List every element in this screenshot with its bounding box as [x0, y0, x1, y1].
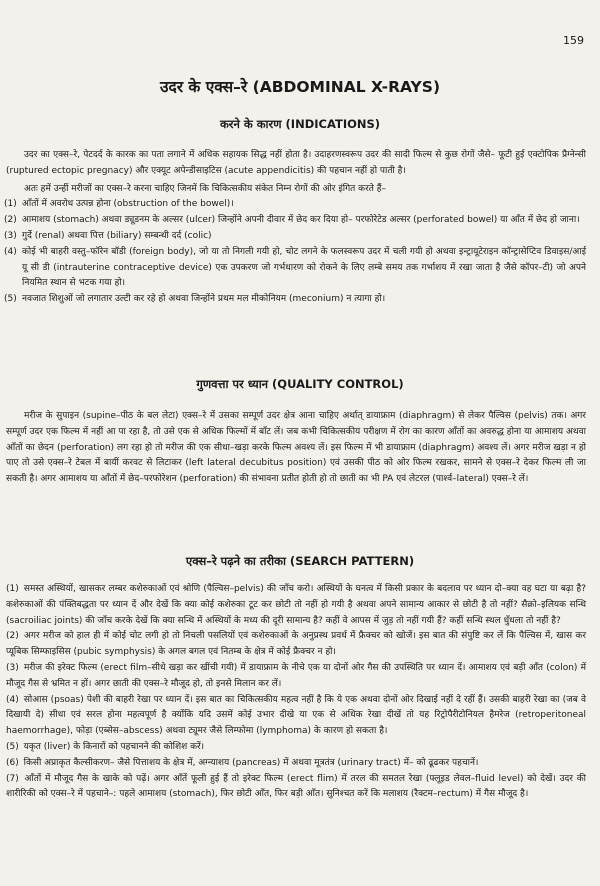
list-item	[0, 661, 600, 693]
list-item-text: किसी अप्राकृत कैल्सीकरण– जैसे पित्ताशय के क्षेत्र में, अग्न्याशय (pancreas) में अथवा मूत्रतंत्र (urinary tract) में– को ढूढकर पहचानें।	[23, 757, 479, 768]
list-item-text: समस्त अस्थियों, खासकर लम्बर कशेरुकाओं एवं श्रोणि (पैल्विस–pelvis) की जाँच करो। अस्थियों के घनत्व में किसी प्रकार के बदलाव पर ध्यान दो–क्या वह घटा या बढ़ा है? कशेरुकाओं की पंक्तिबद्धता पर ध्यान दें और देखें कि क्या कोई कशेरुका टूट कर छोटी तो नहीं हो गयी है अथवा अपने सामान्य आकार से छोटी है तो नहीं? सैक्रो–इलियक सन्धि (sacroiliac joints) की जाँच करके देखें कि क्या सन्धि में अस्थियों के मध्य की दूरी सामान्य है? कहीं वे आपस में जुड़ तो नहीं गयी हैं? कहीं सन्धि स्थल धुँधला तो नहीं है?	[6, 584, 586, 626]
indications-heading: करने के कारण (INDICATIONS)	[219, 117, 381, 131]
list-item	[0, 693, 600, 740]
list-item-text: यकृत (liver) के किनारों को पहचानने की कोशिश करें।	[23, 741, 205, 752]
list-item-number: (5)	[4, 294, 17, 305]
list-item	[0, 213, 600, 229]
indications-list	[0, 197, 600, 308]
list-item	[0, 629, 600, 661]
list-item-text: नवजात शिशुओं जो लगातार उल्टी कर रहे हो अथवा जिन्होंने प्रथम मल मीकोनियम (meconium) न त्यागा हो।	[22, 294, 386, 305]
list-item-number: (4)	[4, 246, 17, 257]
indications-paragraph-1: उदर का एक्स–रे, पेटदर्द के कारक का पता लगाने में अधिक सहायक सिद्ध नहीं होता है। उदाहरणस्वरूप उदर की सादी फिल्म से कुछ रोगों जैसे– फूटी हुई एक्टोपिक प्रैग्नेन्सी (ruptured ectopic pregnacy) और एक्यूट अपेन्डीसाइटिस (acute appendicitis) की पहचान नहीं हो पाती है।	[6, 150, 586, 176]
list-item	[0, 772, 600, 804]
quality-section	[0, 409, 600, 488]
list-item-number: (2)	[4, 215, 17, 226]
list-item	[0, 582, 600, 629]
list-item	[0, 740, 600, 756]
search-section	[0, 582, 600, 803]
list-item	[0, 292, 600, 308]
indications-paragraph-2: अतः हमें उन्हीं मरीजों का एक्स–रे करना चाहिए जिनमें कि चिकित्सकीय संकेत निम्न रोगों की ओर इंगित करते हैं–	[24, 183, 387, 194]
list-item-number: (1)	[6, 584, 19, 594]
list-item-number: (6)	[6, 757, 19, 768]
list-item	[0, 229, 600, 245]
page-number: 159	[563, 34, 584, 47]
list-item-number: (7)	[6, 773, 19, 784]
search-heading: एक्स–रे पढ़ने का तरीका (SEARCH PATTERN)	[185, 554, 415, 568]
list-item	[0, 756, 600, 772]
quality-paragraph: मरीज के सुपाइन (supine–पीठ के बल लेटा) एक्स–रे में उसका सम्पूर्ण उदर क्षेत्र आना चाहिए अर्थात् डायाफ्राम (diaphragm) से लेकर पैल्विस (pelvis) तक। अगर सम्पूर्ण उदर एक फिल्म में नहीं आ पा रहा है, तो उसे एक से अधिक फिल्मों में बाँट लें। जब कभी चिकित्सकीय परीक्षण में रोग का कारण आँतों का अवरुद्ध होना या आमाशय अथवा आँतों का छेदन (perforation) लग रहा हो तो मरीज की एक सीधा–खड़ा करके फिल्म अवश्य लें। इस फिल्म में भी डायाफ्राम (diaphragm) अवश्य लें। अगर मरीज खड़ा न हो पाए तो उसे एक्स–रे टेबल में बायीं करवट से लिटाकर (left lateral decubitus position) एवं उसकी पीठ को ओर फिल्म रखकर, सामने से एक्स–रे देकर फिल्म ली जा सकती है। अगर आमाशय या आँतों में छेद–परफोरेशन (perforation) की संभावना प्रतीत होती हो तो छाती का भी PA एवं लेटरल (पार्श्व–lateral) एक्स–रे लें।	[6, 411, 586, 485]
list-item	[0, 197, 600, 213]
list-item-number: (3)	[6, 662, 19, 673]
search-list	[0, 582, 600, 803]
list-item-number: (5)	[6, 741, 19, 752]
list-item-text: आँतों में मौजूद गैस के खाके को पढ़ें। अगर आँतें फूली हुई हैं तो इरेक्ट फिल्म (erect flim) में तरल की समतल रेखा (फ्लूइड लेवल–fluid level) को देखें। उदर की शारीरिकी को एक्स–रे में पहचाने–: पहले आमाशय (stomach), फिर छोटी आँत, फिर बड़ी आँत। सुनिश्चत करें कि मलाशय (रैक्टम–rectum) में गैस मौजूद है।	[6, 773, 586, 800]
list-item	[0, 245, 600, 292]
list-item-number: (4)	[6, 694, 19, 705]
quality-heading: गुणवत्ता पर ध्यान (QUALITY CONTROL)	[196, 377, 404, 391]
list-item-text: सोआस (psoas) पेशी की बाहरी रेखा पर ध्यान दें। इस बात का चिकित्सकीय महत्व नहीं है कि ये एक अथवा दोनों ओर दिखाई नहीं दे रहीं हैं। उसकी बाहरी रेखा का (जब वे दिखायी दे) सीधा एवं सरल होना महत्वपूर्ण है क्योंकि यदि उसमें कोई उभार दीखे या एक से अधिक रेखा दीखें तो यह रिट्रोपैरीटोनियल हैमरेज (retroperitoneal haemorrhage), फोड़ा (एब्सेस–abscess) अथवा ट्यूमर जैसे लिम्फोमा (lymphoma) के कारण हो सकता है।	[6, 694, 586, 737]
list-item-text: मरीज की इरेक्ट फिल्म (erect film–सीधे खड़ा कर खींची गयी) में डायाफ्राम के नीचे एक या दोनों ओर गैस की उपस्थिति पर ध्यान दें। आमाशय एवं बड़ी आँत (colon) में मौजूद गैस से भ्रमित न हों। अगर छाती की एक्स–रे मौजूद हो, तो इनसे मिलान कर लें।	[6, 662, 586, 689]
indications-section	[0, 148, 600, 308]
list-item-number: (3)	[4, 230, 17, 241]
list-item-number: (1)	[4, 199, 17, 210]
list-item-text: गुर्दे (renal) अथवा पित्त (biliary) सम्बन्धी दर्द (colic)	[22, 230, 212, 241]
list-item-text: कोई भी बाहरी वस्तु–फॉरेन बॉडी (foreign body), जो या तो निगली गयी हो, चोट लगने के फलस्वरूप उदर में चली गयी हो अथवा इन्ट्रायूटेराइन कॉन्ट्रासेप्टिव डिवाइस/आई यू सी डी (intrauterine contraceptive device) एक उपकरण जो गर्भधारण को रोकने के लिए लम्बे समय तक गर्भाशय में रखा जाता है जैसे कॉपर–टी) जो अपने नियमित स्थान से भटक गया हो।	[22, 246, 586, 289]
list-item-text: आँतों में अवरोध उत्पन्न होना (obstruction of the bowel)।	[22, 199, 234, 210]
list-item-text: अगर मरीज को हाल ही में कोई चोट लगी हो तो निचली पसलियों एवं कशेरुकाओं के अनुप्रस्थ प्रवर्ध में फ्रैक्चर को खोजें। इस बात की संपुष्टि कर लें कि पैल्विस में, खास कर प्यूबिक सिम्फाइसिस (pubic symphysis) के अगल बगल एवं नितम्ब के क्षेत्र में कोई फ्रैक्चर न हो।	[6, 631, 586, 658]
list-item-number: (2)	[6, 631, 19, 642]
list-item-text: आमाशय (stomach) अथवा ड्यूडनम के अल्सर (ulcer) जिन्होंने अपनी दीवार में छेद कर दिया हो– परफोरेटेड अल्सर (perforated bowel) या आँत में छेद हो जाना।	[22, 215, 580, 226]
page-title: उदर के एक्स–रे (ABDOMINAL X-RAYS)	[159, 78, 441, 96]
